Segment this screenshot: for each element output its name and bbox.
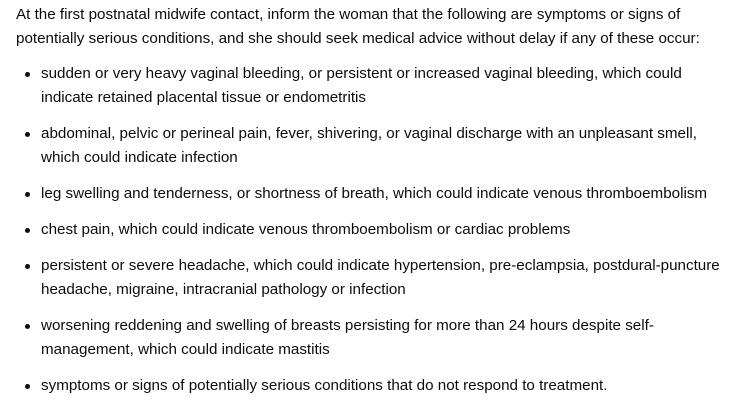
list-item-text: chest pain, which could indicate venous thromboembolism or cardiac problems bbox=[41, 221, 571, 238]
list-item-text: worsening reddening and swelling of breasts persisting for more than 24 hours despite self-management, which could indicate mastitis bbox=[41, 317, 654, 358]
bullet-icon bbox=[25, 264, 30, 269]
list-item bbox=[41, 218, 733, 242]
list-item-text: persistent or severe headache, which could indicate hypertension, pre-eclampsia, postdural-puncture headache, migraine, intracranial pathology or infection bbox=[41, 257, 720, 298]
bullet-icon bbox=[25, 72, 30, 77]
bullet-icon bbox=[25, 192, 30, 197]
list-item bbox=[41, 122, 733, 170]
list-item-text: sudden or very heavy vaginal bleeding, or persistent or increased vaginal bleeding, which could indicate retained placental tissue or endometritis bbox=[41, 65, 682, 106]
list-item-text: symptoms or signs of potentially serious conditions that do not respond to treatment. bbox=[41, 377, 608, 394]
list-item bbox=[41, 254, 733, 302]
list-item bbox=[41, 182, 733, 206]
intro-paragraph: At the first postnatal midwife contact, inform the woman that the following are symptoms or signs of potentially serious conditions, and she should seek medical advice without delay if any of these occur: bbox=[16, 6, 700, 47]
bullet-icon bbox=[25, 228, 30, 233]
list-item bbox=[41, 314, 733, 362]
list-item bbox=[41, 62, 733, 110]
bullet-icon bbox=[25, 132, 30, 137]
list-item-text: abdominal, pelvic or perineal pain, fever, shivering, or vaginal discharge with an unpleasant smell, which could indicate infection bbox=[41, 125, 697, 166]
list-item-text: leg swelling and tenderness, or shortness of breath, which could indicate venous thromboembolism bbox=[41, 185, 708, 202]
bullet-icon bbox=[25, 384, 30, 389]
bullet-icon bbox=[25, 324, 30, 329]
list-item bbox=[41, 374, 733, 398]
